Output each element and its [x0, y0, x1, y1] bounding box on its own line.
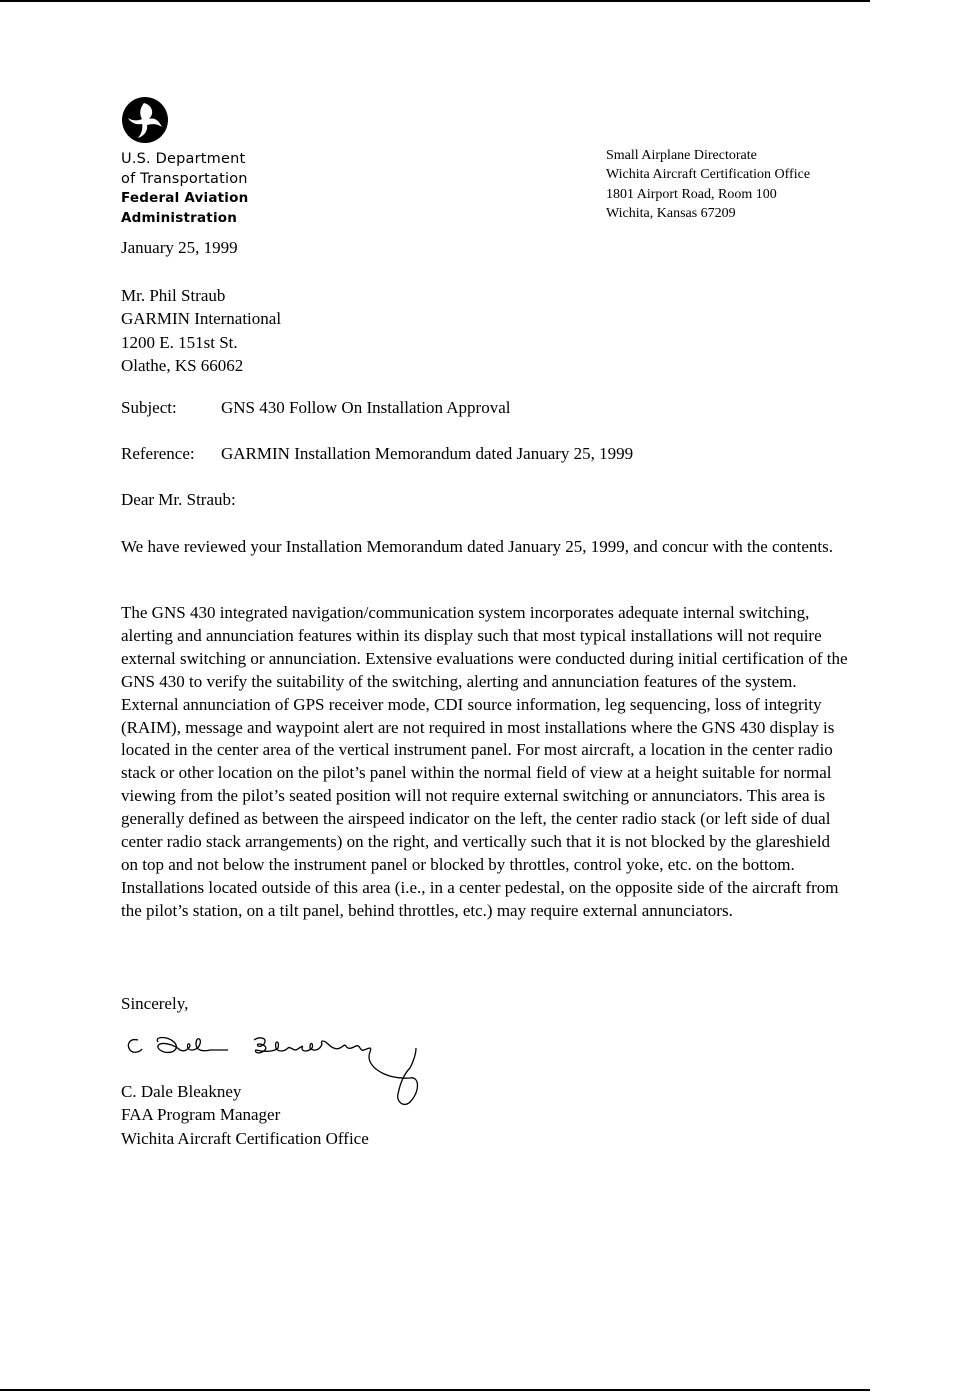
office-line: Small Airplane Directorate: [606, 148, 757, 163]
reference-value: GARMIN Installation Memorandum dated January 25, 1999: [221, 444, 634, 463]
agency-line-bold: Federal Aviation: [121, 190, 249, 206]
reference-line: [121, 444, 633, 464]
signer-title: FAA Program Manager: [121, 1105, 281, 1125]
recipient-line: Olathe, KS 66062: [121, 355, 244, 375]
office-line: 1801 Airport Road, Room 100: [606, 186, 777, 202]
recipient-line: GARMIN International: [121, 309, 282, 329]
recipient-line: Mr. Phil Straub: [121, 286, 226, 305]
subject-label: Subject:: [121, 398, 177, 417]
signature-block: [121, 1080, 369, 1150]
agency-name: [121, 150, 248, 228]
office-address: [606, 146, 810, 223]
signer-office: Wichita Aircraft Certification Office: [121, 1128, 369, 1148]
agency-line: U.S. Department: [121, 151, 246, 167]
office-line: Wichita Aircraft Certification Office: [606, 167, 811, 183]
reference-label: Reference:: [121, 444, 195, 463]
signer-name: C. Dale Bleakney: [121, 1082, 242, 1101]
agency-line: of Transportation: [121, 170, 248, 187]
salutation: Dear Mr. Straub:: [121, 490, 236, 509]
closing: Sincerely,: [121, 994, 189, 1013]
top-rule: [0, 0, 870, 2]
dot-triskelion-logo-icon: [122, 97, 168, 143]
recipient-address: [121, 284, 281, 377]
subject-line: [121, 398, 510, 418]
body-paragraph: We have reviewed your Installation Memorandum dated January 25, 1999, and concur with the contents.: [121, 537, 833, 556]
agency-line-bold: Administration: [121, 209, 238, 226]
body-paragraph: The GNS 430 integrated navigation/communication system incorporates adequate internal switching, alerting and annunciation features within its display such that most typical installations will not require external switching or annunciation. Extensive evaluations were conducted during initial certification of the GNS 430 to verify the suitability of the switching, alerting and annunciation features of the system. External annunciation of GPS receiver mode, CDI source information, leg sequencing, loss of integrity (RAIM), message and waypoint alert are not required in most installations where the GNS 430 display is located in the center area of the vertical instrument panel. For most aircraft, a location in the center radio stack or other location on the pilot’s panel within the normal field of view at a height suitable for normal viewing from the pilot’s seated position will not require external switching or annunciators. This area is generally defined as between the airspeed indicator on the left, the center radio stack (or left side of dual center radio stack arrangements) on the right, and vertically such that it is not blocked by the glareshield on top and not below the instrument panel or blocked by throttles, control yoke, etc. on the bottom. Installations located outside of this area (i.e., in a center pedestal, on the opposite side of the aircraft from the pilot’s station, on a tilt panel, behind throttles, etc.) may require external annunciators.: [121, 603, 848, 920]
letter-date: January 25, 1999: [121, 238, 238, 257]
office-line: Wichita, Kansas 67209: [606, 205, 736, 221]
bottom-rule: [0, 1389, 870, 1391]
subject-value: GNS 430 Follow On Installation Approval: [221, 398, 511, 417]
recipient-line: 1200 E. 151st St.: [121, 332, 238, 352]
